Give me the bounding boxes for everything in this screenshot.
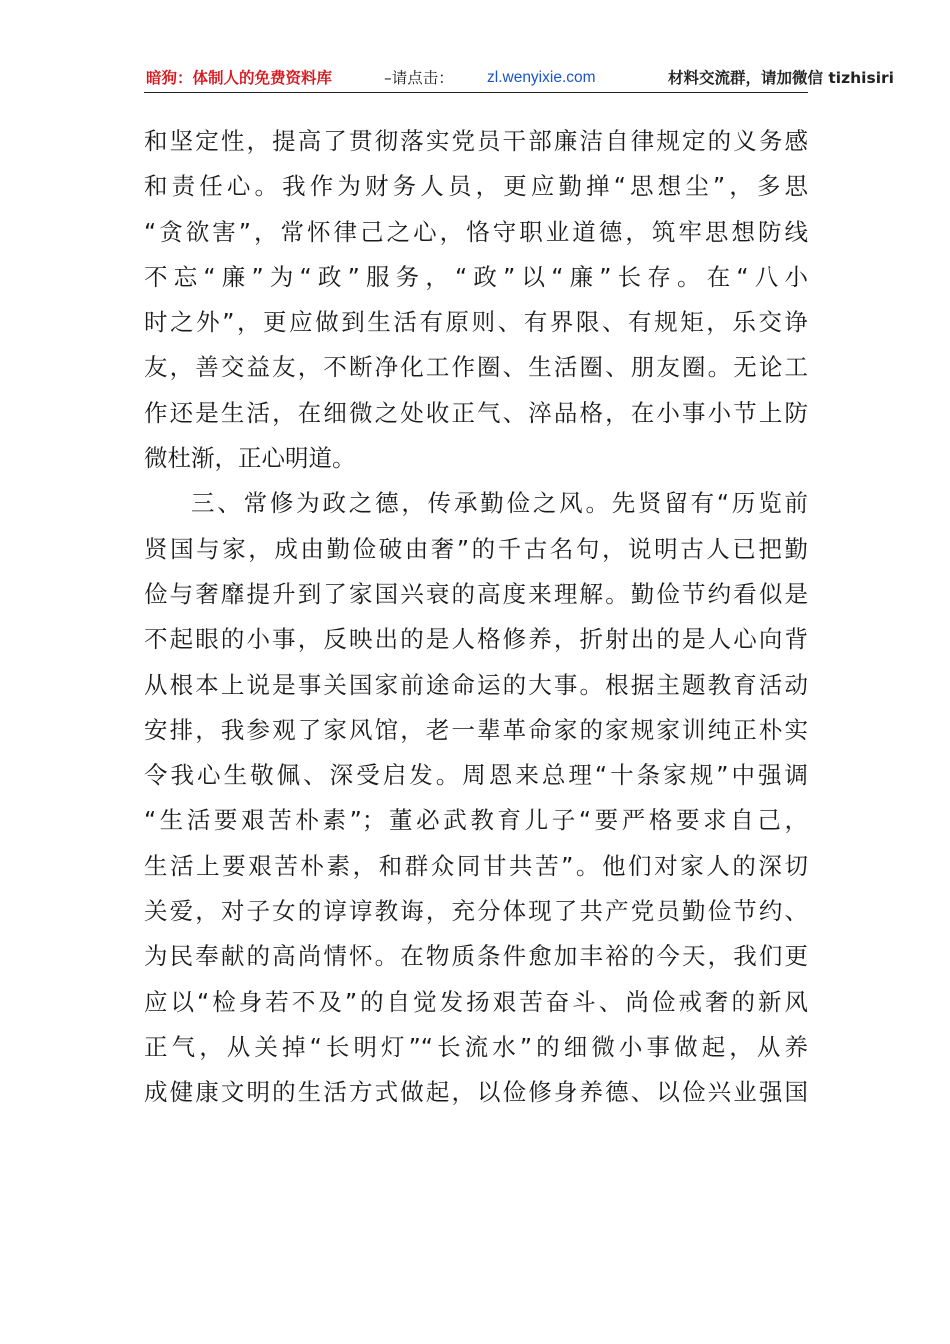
text-line: 不忘“廉”为“政”服务，“政”以“廉”长存。在“八小 xyxy=(144,262,808,291)
header-site-link[interactable]: zl.wenyixie.com xyxy=(487,69,596,86)
text-line: 安排，我参观了家风馆，老一辈革命家的家规家训纯正朴实 xyxy=(144,715,808,744)
header-wechat-note: 材料交流群，请加微信 tizhisiri xyxy=(668,69,894,87)
text-line: 作还是生活，在细微之处收正气、淬品格，在小事小节上防 xyxy=(144,398,808,427)
header-click-prompt: –请点击： xyxy=(384,69,454,87)
header-site-name: 暗狗：体制人的免费资料库 xyxy=(146,69,333,87)
text-line: 俭与奢靡提升到了家国兴衰的高度来理解。勤俭节约看似是 xyxy=(144,579,808,608)
text-line: 生活上要艰苦朴素，和群众同甘共苦”。他们对家人的深切 xyxy=(144,851,808,880)
text-line: 令我心生敬佩、深受启发。周恩来总理“十条家规”中强调 xyxy=(144,761,808,790)
text-line: 成健康文明的生活方式做起，以俭修身养德、以俭兴业强国 xyxy=(144,1078,808,1107)
text-line: 正气，从关掉“长明灯”“长流水”的细微小事做起，从养 xyxy=(144,1032,808,1061)
text-line: 时之外”，更应做到生活有原则、有界限、有规矩，乐交诤 xyxy=(144,308,808,337)
text-line: 微杜渐，正心明道。 xyxy=(144,444,356,473)
text-line: “贪欲害”，常怀律己之心，恪守职业道德，筑牢思想防线 xyxy=(144,217,808,246)
text-line: 和坚定性，提高了贯彻落实党员干部廉洁自律规定的义务感 xyxy=(144,127,808,155)
text-line: 关爱，对子女的谆谆教诲，充分体现了共产党员勤俭节约、 xyxy=(144,897,808,926)
text-line: 友，善交益友，不断净化工作圈、生活圈、朋友圈。无论工 xyxy=(144,353,808,382)
text-line: “生活要艰苦朴素”；董必武教育儿子“要严格要求自己， xyxy=(144,806,808,835)
text-line: 为民奉献的高尚情怀。在物质条件愈加丰裕的今天，我们更 xyxy=(144,942,808,971)
page-header xyxy=(144,66,894,93)
text-line: 三、常修为政之德，传承勤俭之风。先贤留有“历览前 xyxy=(191,489,808,518)
text-line: 不起眼的小事，反映出的是人格修养，折射出的是人心向背 xyxy=(144,625,808,654)
body-text xyxy=(144,119,808,1116)
text-line: 贤国与家，成由勤俭破由奢”的千古名句，说明古人已把勤 xyxy=(144,534,808,563)
text-line: 应以“检身若不及”的自觉发扬艰苦奋斗、尚俭戒奢的新风 xyxy=(144,987,808,1016)
text-line: 和责任心。我作为财务人员，更应勤掸“思想尘”，多思 xyxy=(144,172,808,201)
text-line: 从根本上说是事关国家前途命运的大事。根据主题教育活动 xyxy=(144,670,808,699)
